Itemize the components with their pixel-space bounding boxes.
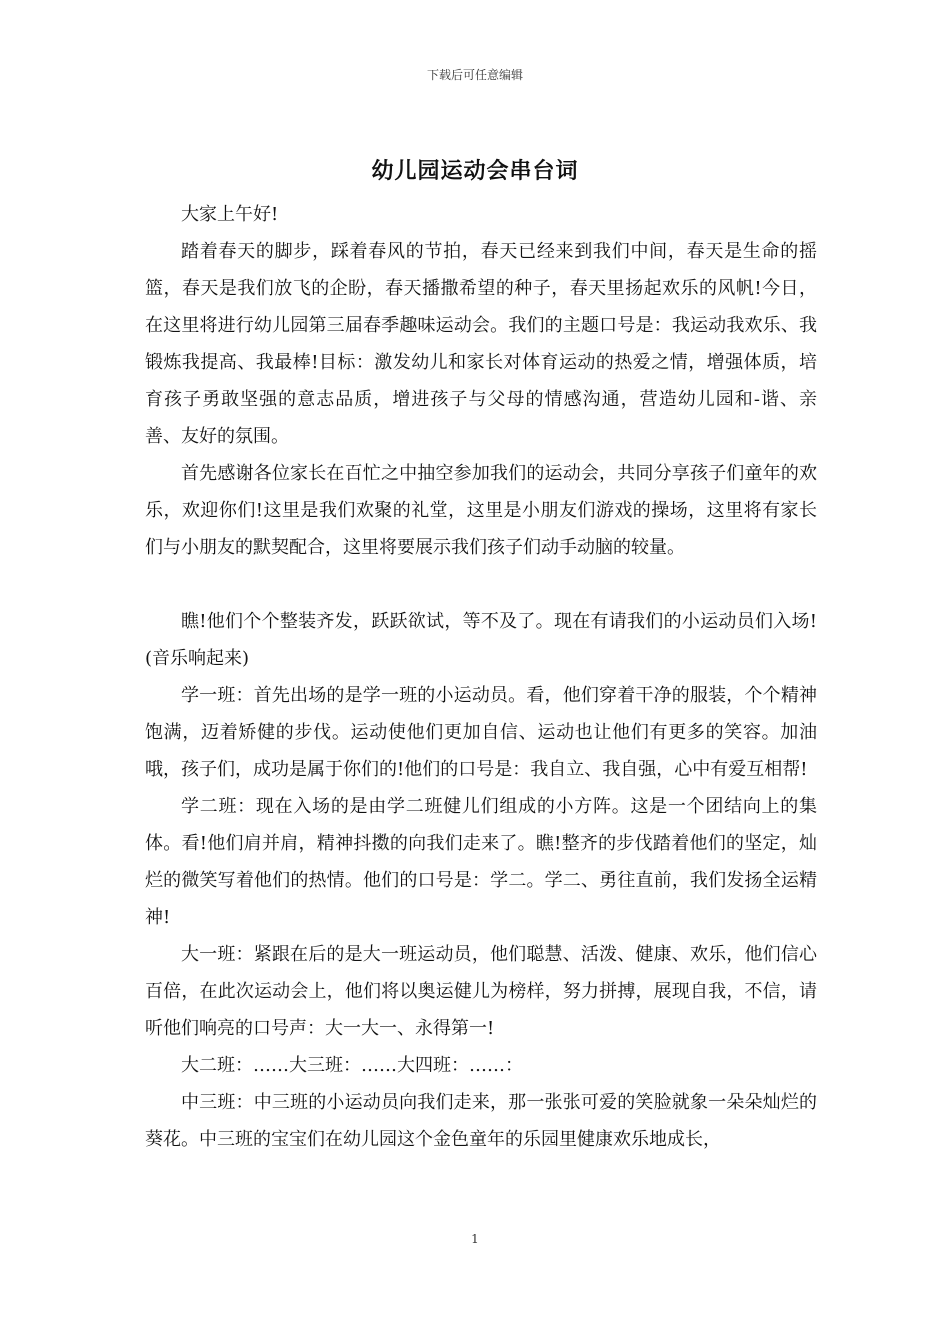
paragraph-class-xue1: 学一班：首先出场的是学一班的小运动员。看，他们穿着干净的服装，个个精神饱满，迈着矫健的步伐。运动使他们更加自信、运动也让他们有更多的笑容。加油哦，孩子们，成功是属于你们的!他们的口号是：我自立、我自强，心中有爱互相帮! [145, 685, 817, 780]
document-body [145, 196, 817, 1158]
paragraph-class-xue2: 学二班：现在入场的是由学二班健儿们组成的小方阵。这是一个团结向上的集体。看!他们肩并肩，精神抖擞的向我们走来了。瞧!整齐的步伐踏着他们的坚定，灿烂的微笑写着他们的热情。他们的口号是：学二。学二、勇往直前，我们发扬全运精神! [145, 796, 817, 928]
paragraph-class-zhong3: 中三班：中三班的小运动员向我们走来，那一张张可爱的笑脸就象一朵朵灿烂的葵花。中三班的宝宝们在幼儿园这个金色童年的乐园里健康欢乐地成长， [145, 1092, 817, 1150]
blank-line [145, 566, 817, 603]
page-header: 下载后可任意编辑 [426, 68, 523, 82]
paragraph-class-da2-4: 大二班：……大三班：……大四班：……： [181, 1055, 523, 1076]
page-number: 1 [471, 1232, 479, 1246]
paragraph-class-da1: 大一班：紧跟在后的是大一班运动员，他们聪慧、活泼、健康、欢乐，他们信心百倍，在此次运动会上，他们将以奥运健儿为榜样，努力拼搏，展现自我，不信，请听他们响亮的口号声：大一大一、永得第一! [145, 944, 817, 1039]
paragraph-entrance: 瞧!他们个个整装齐发，跃跃欲试，等不及了。现在有请我们的小运动员们入场!(音乐响起来) [145, 611, 817, 669]
greeting-paragraph: 大家上午好! [181, 204, 279, 225]
document-title: 幼儿园运动会串台词 [371, 158, 579, 184]
paragraph-thanks: 首先感谢各位家长在百忙之中抽空参加我们的运动会，共同分享孩子们童年的欢乐，欢迎你们!这里是我们欢聚的礼堂，这里是小朋友们游戏的操场，这里将有家长们与小朋友的默契配合，这里将要展示我们孩子们动手动脑的较量。 [145, 463, 817, 558]
paragraph-intro: 踏着春天的脚步，踩着春风的节拍，春天已经来到我们中间，春天是生命的摇篮，春天是我们放飞的企盼，春天播撒希望的种子，春天里扬起欢乐的风帆!今日，在这里将进行幼儿园第三届春季趣味运动会。我们的主题口号是：我运动我欢乐、我锻炼我提高、我最棒!目标：激发幼儿和家长对体育运动的热爱之情，增强体质，培育孩子勇敢坚强的意志品质，增进孩子与父母的情感沟通，营造幼儿园和-谐、亲善、友好的氛围。 [145, 241, 817, 447]
